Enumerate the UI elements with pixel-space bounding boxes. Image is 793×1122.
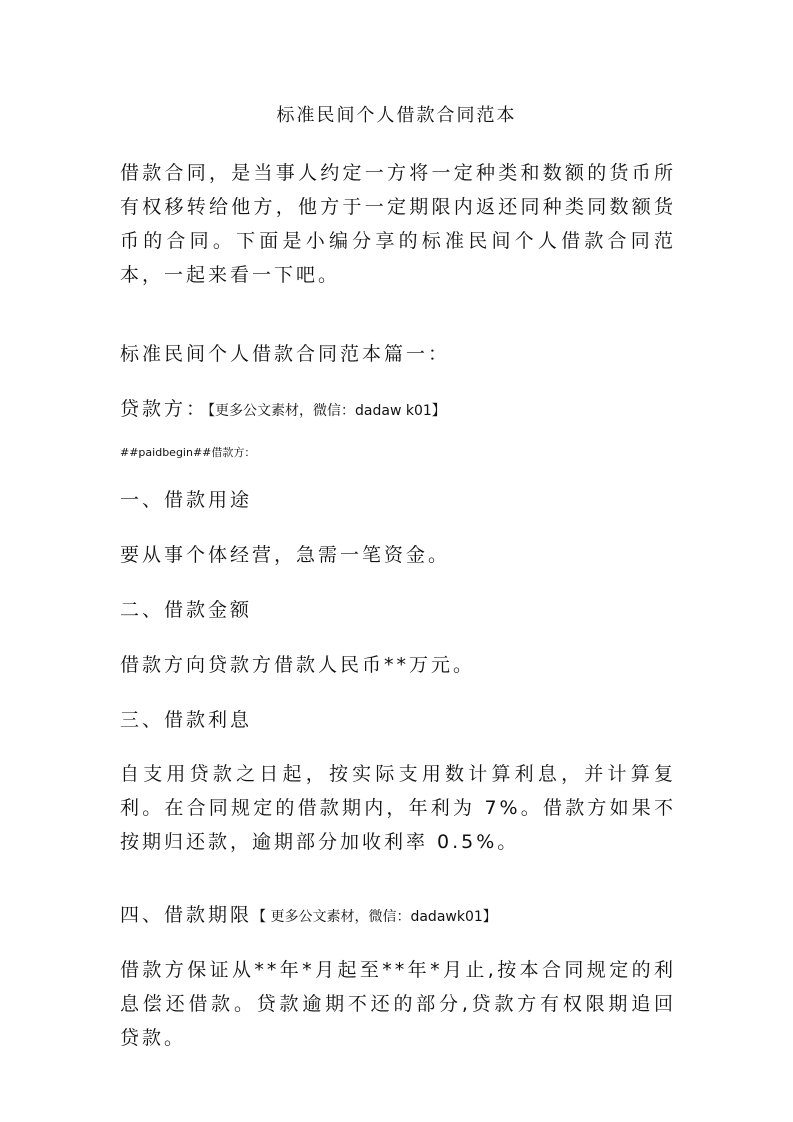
lender-label: 贷款方： — [120, 398, 209, 420]
paragraph-interest: 自支用贷款之日起，按实际支用数计算利息，并计算复利。在合同规定的借款期内，年利为 7%。借款方如果不按期归还款，逾期部分加收利率 0.5%。 — [120, 763, 676, 853]
heading-term-label: 四、借款期限 — [120, 904, 253, 926]
heading-purpose: 一、借款用途 — [120, 489, 253, 511]
lender-line — [120, 396, 446, 424]
paragraph-purpose: 要从事个体经营，急需一笔资金。 — [120, 544, 451, 566]
section-title: 标准民间个人借款合同范本篇一： — [120, 343, 451, 365]
paid-marker: ##paidbegin##借款方： — [120, 446, 256, 459]
intro-paragraph: 借款合同，是当事人约定一方将一定种类和数额的货币所有权移转给他方，他方于一定期限内返还同种类同数额货币的合同。下面是小编分享的标准民间个人借款合同范本，一起来看一下吧。 — [120, 162, 676, 286]
heading-amount: 二、借款金额 — [120, 599, 253, 621]
heading-term-note: 【 更多公文素材，微信：dadawk01】 — [252, 909, 497, 925]
paragraph-term: 借款方保证从**年*月起至**年*月止,按本合同规定的利息偿还借款。贷款逾期不还的部分,贷款方有权限期追回贷款。 — [120, 959, 676, 1049]
lender-note: 【更多公文素材，微信：dadaw k01】 — [208, 403, 446, 419]
heading-interest: 三、借款利息 — [120, 709, 253, 731]
document-title: 标准民间个人借款合同范本 — [276, 105, 517, 126]
paragraph-amount: 借款方向贷款方借款人民币**万元。 — [120, 654, 476, 676]
heading-term — [120, 902, 497, 930]
